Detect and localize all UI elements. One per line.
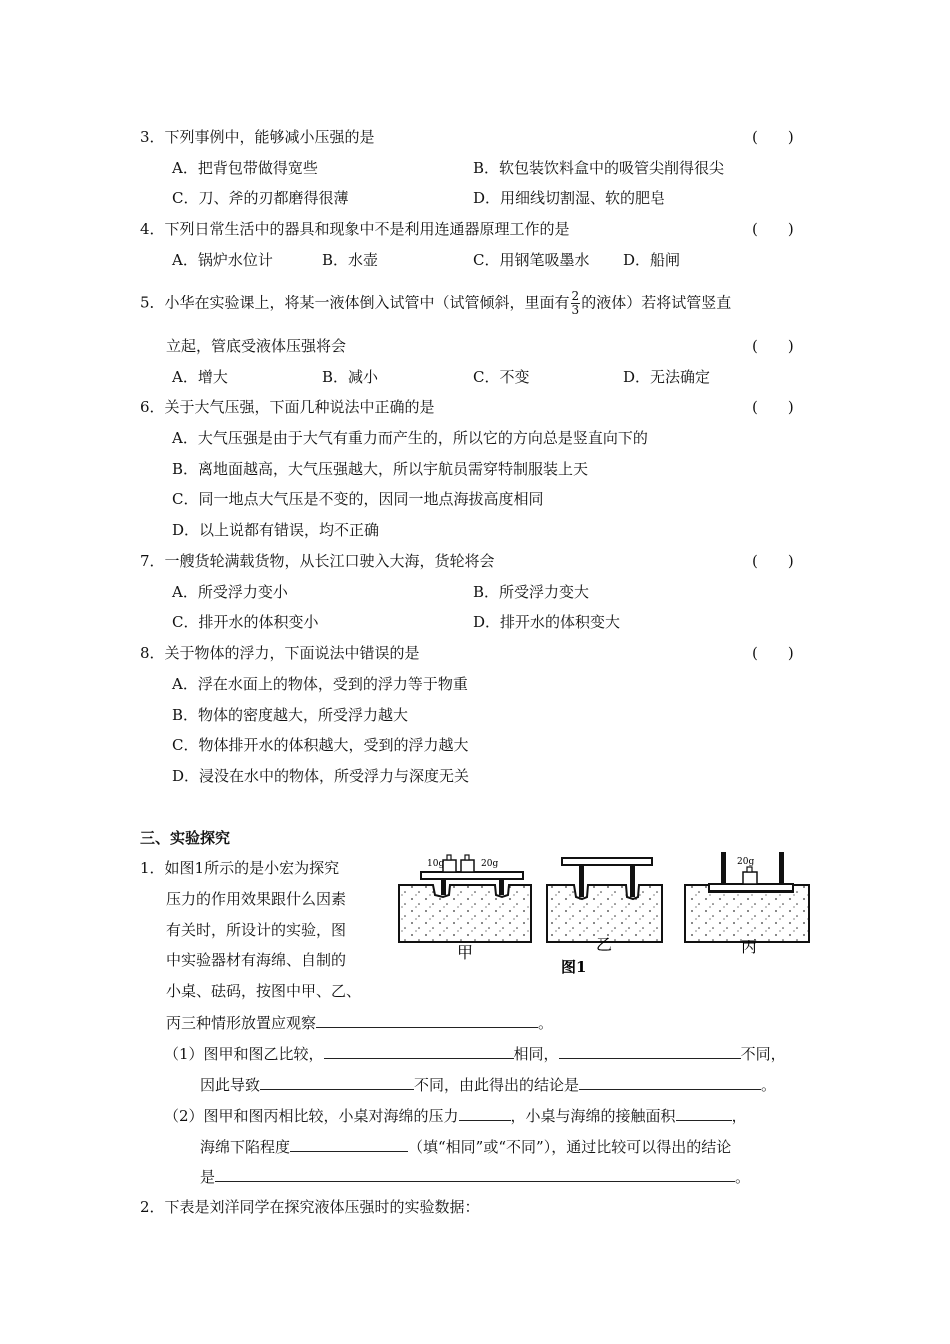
weight-label: 20g [737,857,755,867]
q5-option-b: B．减小 [322,368,379,386]
q8-option-c: C．物体排开水的体积越大，受到的浮力越大 [172,736,469,754]
figure-panel-jia [399,855,531,942]
e1-line-5: 小桌、砝码，按图中甲、乙、 [166,982,362,1000]
q6-option-b: B．离地面越高，大气压强越大，所以宇航员需穿特制服装上天 [172,460,589,478]
figure-1 [395,848,815,980]
q5-stem-line2: 立起，管底受液体压强将会 [166,337,347,355]
weight-block [743,872,757,884]
p1-blank-same[interactable] [324,1043,514,1059]
p1-blank-different[interactable] [559,1043,741,1059]
q7-option-d: D．排开水的体积变大 [473,613,621,631]
q5-answer-paren[interactable]: ( ) [752,337,794,355]
q5-option-c: C．不变 [473,368,530,386]
q6-stem: 6．关于大气压强，下面几种说法中正确的是 [140,398,435,416]
q3-option-c: C．刀、斧的刃都磨得很薄 [172,189,349,207]
p2-text-c: ， [731,1107,747,1125]
q3-stem: 3．下列事例中，能够减小压强的是 [140,128,375,146]
p1-text-f: 。 [761,1076,777,1094]
e1-line-3: 有关时，所设计的实验，图 [166,921,347,939]
q5-stem-pre: 5．小华在实验课上，将某一液体倒入试管中（试管倾斜，里面有 [140,293,570,312]
q8-option-b: B．物体的密度越大，所受浮力越大 [172,706,409,724]
p2-text-d: 海绵下陷程度 [200,1138,291,1156]
p2-text-b: ，小桌与海绵的接触面积 [510,1107,676,1125]
q7-option-a: A．所受浮力变小 [172,583,288,601]
e1-part1-line1 [164,1043,786,1064]
small-table-top [709,884,793,891]
label-yi: 乙 [596,935,613,954]
small-table-top [562,858,652,865]
label-bing: 丙 [741,937,758,956]
q4-answer-paren[interactable]: ( ) [752,220,794,238]
p2-text-e: （填“相同”或“不同”），通过比较可以得出的结论 [408,1138,732,1156]
q4-option-a: A．锅炉水位计 [172,251,273,269]
q4-option-c: C．用钢笔吸墨水 [473,251,590,269]
q5-stem-post: 的液体）若将试管竖直 [581,293,732,312]
e1-part2-line1 [164,1105,747,1126]
p2-text-g: 。 [735,1168,751,1186]
e1-line-2: 压力的作用效果跟什么因素 [166,890,347,908]
p1-text-b: 相同， [513,1045,559,1063]
small-table-top [421,872,523,879]
observe-blank[interactable] [316,1012,538,1028]
q5-stem-line1 [140,290,731,317]
p2-text-a: （2）图甲和图丙相比较，小桌对海绵的压力 [164,1107,459,1125]
e1-line-1: 1．如图1所示的是小宏为探究 [140,859,340,877]
fraction-two-thirds [571,290,581,317]
q5-option-a: A．增大 [172,368,228,386]
q3-option-a: A．把背包带做得宽些 [172,159,318,177]
q4-option-b: B．水壶 [322,251,379,269]
q7-option-b: B．所受浮力变大 [473,583,590,601]
q4-option-d: D．船闸 [623,251,681,269]
q7-option-c: C．排开水的体积变小 [172,613,319,631]
q7-answer-paren[interactable]: ( ) [752,552,794,570]
p2-blank-area[interactable] [676,1105,732,1121]
e1-line-6 [166,1012,553,1033]
p1-text-a: （1）图甲和图乙比较， [164,1045,324,1063]
q8-stem: 8．关于物体的浮力，下面说法中错误的是 [140,644,420,662]
weight-label: 20g [481,859,499,869]
p2-blank-conclusion[interactable] [215,1166,735,1182]
e1-line-6-period: 。 [538,1014,554,1032]
p2-text-f: 是 [200,1168,216,1186]
figure-panel-yi [547,858,662,942]
weight-block [461,860,474,872]
fraction-denominator: 3 [571,303,580,317]
label-jia: 甲 [457,943,474,962]
e1-line-4: 中实验器材有海绵、自制的 [166,951,347,969]
q7-stem: 7．一艘货轮满载货物，从长江口驶入大海，货轮将会 [140,552,495,570]
e1-part2-line2 [200,1136,731,1157]
figure-panel-bing [685,852,809,942]
p1-blank-conclusion[interactable] [579,1074,761,1090]
e2-stem: 2．下表是刘洋同学在探究液体压强时的实验数据： [140,1198,480,1216]
p1-blank-result[interactable] [260,1074,414,1090]
p2-blank-pressure[interactable] [459,1105,511,1121]
q6-option-d: D．以上说都有错误，均不正确 [172,521,380,539]
p1-text-e: 不同，由此得出的结论是 [414,1076,580,1094]
q3-option-d: D．用细线切割湿、软的肥皂 [473,189,666,207]
e1-part2-line3 [200,1166,750,1187]
q8-option-a: A．浮在水面上的物体，受到的浮力等于物重 [172,675,468,693]
weight-label: 10g [427,859,445,869]
q8-answer-paren[interactable]: ( ) [752,644,794,662]
e1-part1-line2 [200,1074,776,1095]
q5-option-d: D．无法确定 [623,368,711,386]
e1-line-6-text: 丙三种情形放置应观察 [166,1014,317,1032]
fraction-numerator: 2 [571,289,580,303]
q8-option-d: D．浸没在水中的物体，所受浮力与深度无关 [172,767,470,785]
p2-blank-depression[interactable] [290,1136,408,1152]
q3-answer-paren[interactable]: ( ) [752,128,794,146]
section-heading: 三、实验探究 [140,829,231,847]
q3-option-b: B．软包装饮料盒中的吸管尖削得很尖 [473,159,725,177]
p1-text-c: 不同， [740,1045,786,1063]
q4-stem: 4．下列日常生活中的器具和现象中不是利用连通器原理工作的是 [140,220,570,238]
weight-block [443,860,456,872]
figure-caption: 图1 [561,958,587,976]
q6-option-a: A．大气压强是由于大气有重力而产生的，所以它的方向总是竖直向下的 [172,429,648,447]
q6-option-c: C．同一地点大气压是不变的，因同一地点海拔高度相同 [172,490,544,508]
p1-text-d: 因此导致 [200,1076,261,1094]
q6-answer-paren[interactable]: ( ) [752,398,794,416]
